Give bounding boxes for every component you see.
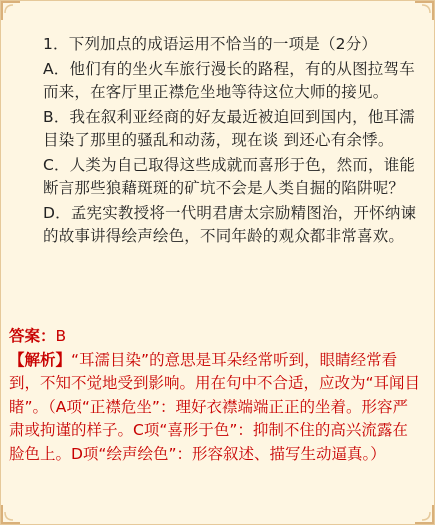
analysis-paragraph	[9, 349, 423, 467]
answer-block	[9, 325, 423, 466]
corner-ornament-icon	[1, 1, 21, 21]
corner-ornament-icon	[414, 1, 434, 21]
answer-value: B	[55, 327, 67, 345]
analysis-label: 【解析】	[9, 350, 72, 369]
answer-label: 答案：	[9, 327, 56, 345]
question-stem: 1．下列加点的成语运用不恰当的一项是（2分）	[43, 35, 378, 53]
answer-line	[9, 325, 423, 349]
option-b: B．我在叙利亚经商的好友最近被迫回到国内，他耳濡目染了那里的骚乱和动荡，现在谈 到还心有余悸。	[43, 107, 415, 149]
corner-ornament-icon	[1, 504, 21, 524]
corner-ornament-icon	[414, 504, 434, 524]
analysis-text: “耳濡目染”的意思是耳朵经常听到，眼睛经常看到，不知不觉地受到影响。用在句中不合适，应改为“耳闻目睹”。（A项“正襟危坐”：理好衣襟端端正正的坐着。形容严肃或拘谨的样子。C项“喜形于色”：抑制不住的高兴流露在脸色上。D项“绘声绘色”：形容叙述、描写生动逼真。）	[9, 350, 421, 463]
question-block	[43, 33, 419, 250]
option-c: C．人类为自己取得这些成就而喜形于色，然而，谁能断言那些狼藉斑斑的矿坑不会是人类自掘的陷阱呢？	[43, 155, 416, 197]
option-a: A．他们有的坐火车旅行漫长的路程，有的从图拉驾车而来，在客厅里正襟危坐地等待这位大师的接见。	[43, 59, 415, 101]
option-d: D．孟宪实教授将一代明君唐太宗励精图治，开怀纳谏的故事讲得绘声绘色，不同年龄的观众都非常喜欢。	[43, 203, 417, 245]
